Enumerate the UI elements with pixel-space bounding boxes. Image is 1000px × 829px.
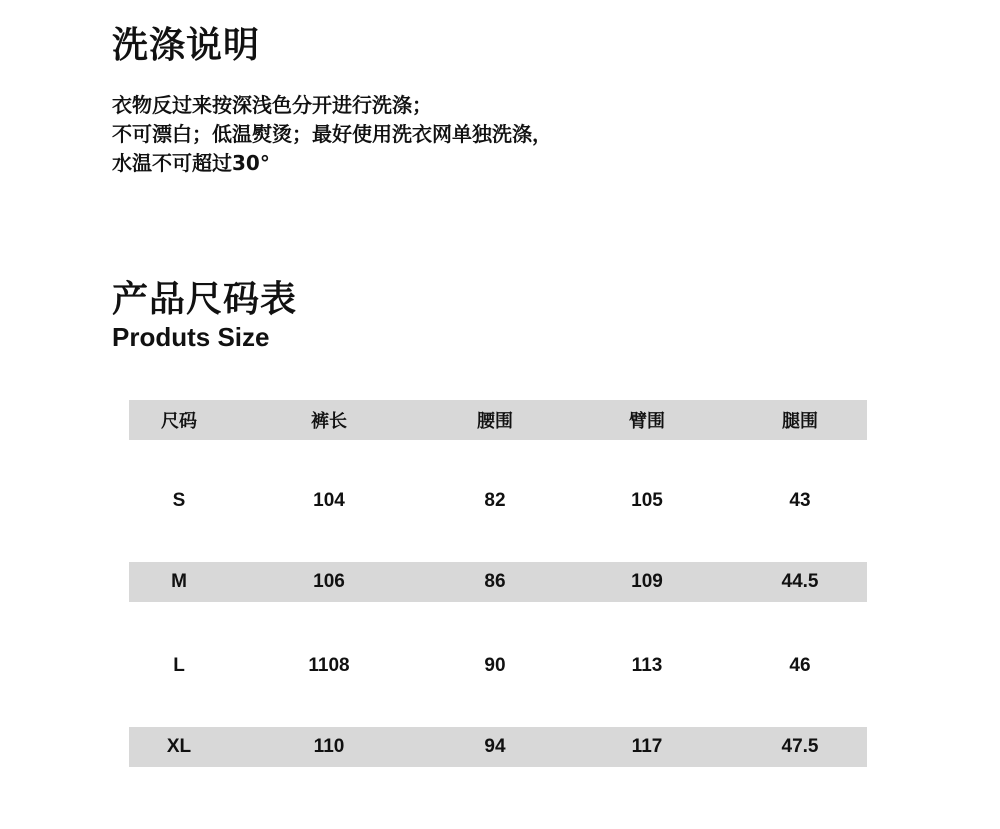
thigh-cell: 44.5 bbox=[781, 571, 819, 592]
washing-line: 不可漂白；低温熨烫；最好使用洗衣网单独洗涤， bbox=[112, 122, 552, 146]
size-cell: M bbox=[171, 571, 187, 592]
arm-cell: 113 bbox=[631, 654, 663, 676]
washing-line: 衣物反过来按深浅色分开进行洗涤； bbox=[112, 93, 432, 117]
size-cell: XL bbox=[166, 736, 192, 757]
size-chart-title: 产品尺码表 bbox=[112, 279, 298, 320]
size-chart-subtitle: Produts Size bbox=[112, 322, 270, 352]
table-row bbox=[129, 479, 867, 522]
column-header-thigh: 腿围 bbox=[782, 411, 818, 432]
column-header-length: 裤长 bbox=[311, 411, 347, 432]
arm-cell: 105 bbox=[631, 489, 663, 511]
length-cell: 104 bbox=[313, 489, 345, 511]
length-cell: 1108 bbox=[308, 654, 350, 676]
washing-instructions-text bbox=[112, 91, 552, 178]
length-cell: 110 bbox=[313, 736, 345, 757]
length-cell: 106 bbox=[313, 571, 345, 592]
table-row bbox=[129, 644, 867, 687]
size-cell: L bbox=[173, 654, 185, 676]
table-row bbox=[129, 562, 867, 602]
size-cell: S bbox=[172, 489, 186, 511]
size-table bbox=[129, 400, 867, 767]
thigh-cell: 46 bbox=[789, 654, 811, 676]
table-row bbox=[129, 727, 867, 767]
column-header-arm: 臂围 bbox=[629, 411, 665, 432]
arm-cell: 117 bbox=[631, 736, 663, 757]
waist-cell: 90 bbox=[484, 654, 506, 676]
thigh-cell: 43 bbox=[789, 489, 811, 511]
washing-instructions-title: 洗涤说明 bbox=[112, 25, 261, 66]
column-header-size: 尺码 bbox=[161, 411, 197, 432]
washing-line: 水温不可超过30° bbox=[112, 151, 270, 175]
waist-cell: 86 bbox=[484, 571, 506, 592]
column-header-waist: 腰围 bbox=[477, 411, 513, 432]
waist-cell: 82 bbox=[484, 489, 506, 511]
thigh-cell: 47.5 bbox=[781, 736, 819, 757]
arm-cell: 109 bbox=[631, 571, 663, 592]
waist-cell: 94 bbox=[484, 736, 506, 757]
size-table-header bbox=[129, 400, 867, 440]
